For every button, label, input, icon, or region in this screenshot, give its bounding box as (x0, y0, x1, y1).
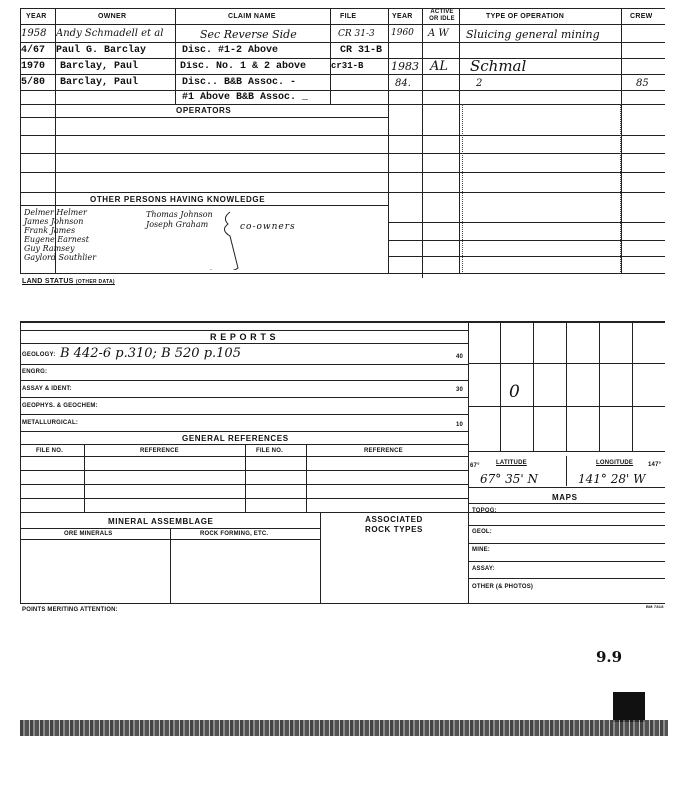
claim-file: CR 31-3 (338, 29, 375, 39)
op-type: 2 (476, 78, 483, 89)
knowledge-name: Thomas Johnson (146, 210, 213, 219)
claim-owner: Andy Schmadell et al (56, 28, 164, 39)
claim-name: Disc. No. 1 & 2 above (180, 61, 307, 72)
associated-rock-types: ASSOCIATED ROCK TYPES (364, 515, 423, 534)
op-type: Sluicing general mining (466, 28, 600, 41)
ops-header-type: TYPE OF OPERATION (486, 13, 565, 20)
scale-10: 10 (456, 422, 464, 428)
maps-row-other: OTHER (& PHOTOS) (472, 584, 534, 590)
knowledge-names (24, 208, 96, 262)
knowledge-name: Eugene Earnest (24, 235, 89, 244)
ops-header-crew: CREW (630, 13, 653, 20)
claim-name: #1 Above B&B Assoc. _ (182, 92, 309, 103)
geology-value: B 442-6 p.310; B 520 p.105 (60, 346, 241, 361)
ref-header-file-2: FILE NO. (256, 448, 283, 454)
knowledge-name: Joseph Graham (146, 220, 209, 229)
lat-prefix: 67° (470, 463, 480, 469)
claim-year: 4/67 (21, 45, 46, 56)
claim-name: Sec Reverse Side (200, 28, 297, 41)
op-type: Schmal (470, 57, 527, 75)
reports-title: R E P O R T S (210, 332, 277, 342)
op-year: 1983 (391, 60, 419, 73)
op-crew: 85 (636, 78, 649, 89)
maps-row-mine: MINE: (472, 547, 490, 553)
form-number: BM 7818 (646, 604, 664, 609)
claim-year: 1970 (21, 61, 46, 72)
maps-title: MAPS (552, 493, 578, 502)
maps-row-topog: TOPOG: (472, 508, 497, 514)
scan-black-mark (613, 692, 645, 722)
ops-header-active: ACTIVE OR IDLE (429, 9, 455, 22)
ref-header-reference-1: REFERENCE (140, 448, 179, 454)
claim-file: CR 31-B (340, 45, 383, 56)
grid-mark: 0 (509, 382, 520, 402)
op-status: AL (430, 59, 449, 74)
knowledge-name: Delmer Helmer (24, 208, 87, 217)
longitude-label: LONGITUDE (596, 460, 634, 466)
report-row-engrg: ENGRG: (22, 369, 48, 375)
land-status-sub: (OTHER DATA) (75, 279, 115, 285)
general-references-title: GENERAL REFERENCES (182, 434, 289, 443)
latitude-value: 67° 35' N (480, 472, 538, 486)
ref-header-reference-2: REFERENCE (364, 448, 403, 454)
mineral-title: MINERAL ASSEMBLAGE (108, 517, 214, 526)
ref-header-file-1: FILE NO. (36, 448, 63, 454)
claims-header-claim-name: CLAIM NAME (228, 13, 276, 20)
longitude-value: 141° 28' W (578, 472, 646, 486)
latitude-label: LATITUDE (496, 460, 527, 466)
op-year: 1960 (391, 28, 414, 38)
knowledge-name: Guy Ramsey (24, 244, 75, 253)
land-status-main: LAND STATUS (22, 278, 74, 285)
claim-name: Disc.. B&B Assoc. - (182, 77, 297, 88)
report-row-metallurgical: METALLURGICAL: (22, 420, 79, 426)
report-row-geophys: GEOPHYS. & GEOCHEM: (22, 403, 98, 409)
knowledge-name: Gaylord Southlier (24, 253, 97, 262)
points-meriting-attention: POINTS MERITING ATTENTION: (22, 607, 118, 613)
maps-row-assay: ASSAY: (472, 566, 495, 572)
knowledge-name: James Johnson (24, 217, 84, 226)
lon-suffix: 147° (648, 462, 662, 468)
claim-year: 1958 (21, 28, 47, 39)
knowledge-name: Frank James (24, 226, 76, 235)
scale-40: 40 (456, 354, 464, 360)
scan-noise-band (20, 720, 668, 736)
scale-30: 30 (456, 387, 464, 393)
claim-year: 5/80 (21, 77, 46, 88)
knowledge-note: co-owners (240, 222, 296, 232)
rock-forming-header: ROCK FORMING, ETC. (200, 531, 269, 537)
maps-row-geol: GEOL: (472, 529, 492, 535)
claims-header-file: FILE (340, 13, 357, 20)
claim-file: cr31-B (331, 61, 364, 71)
op-year: 84. (395, 78, 411, 89)
claim-owner: Barclay, Paul (60, 77, 139, 88)
claims-header-year: YEAR (26, 13, 47, 20)
geology-label: GEOLOGY: (22, 352, 56, 358)
ops-header-year: YEAR (392, 13, 413, 20)
land-status-label (22, 278, 115, 285)
claim-owner: Paul G. Barclay (56, 45, 147, 56)
page-note: 9.9 (596, 648, 623, 666)
knowledge-title: OTHER PERSONS HAVING KNOWLEDGE (90, 195, 266, 204)
claim-owner: Barclay, Paul (60, 61, 139, 72)
brace-mark (200, 210, 260, 270)
claim-name: Disc. #1-2 Above (182, 45, 279, 56)
report-row-assay: ASSAY & IDENT: (22, 386, 72, 392)
claims-header-owner: OWNER (98, 13, 127, 20)
operators-title: OPERATORS (176, 106, 232, 115)
op-status: A W (428, 28, 449, 39)
ore-minerals-header: ORE MINERALS (64, 531, 113, 537)
